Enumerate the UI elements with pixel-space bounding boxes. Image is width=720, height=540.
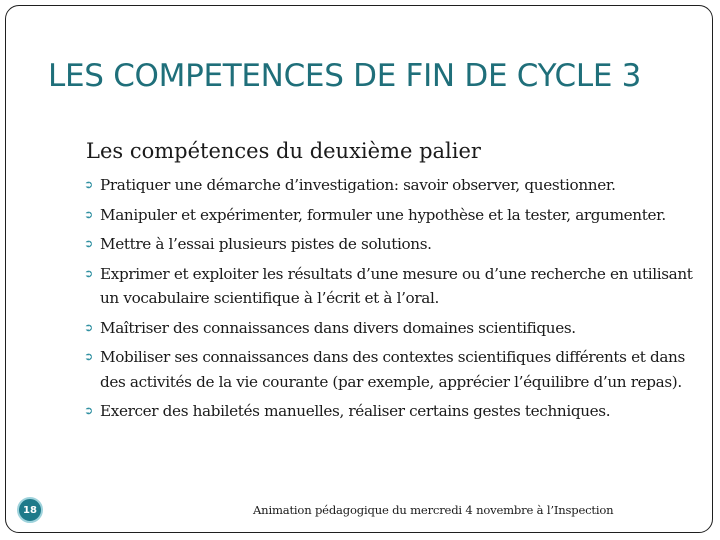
page-number-badge: 18 bbox=[17, 497, 43, 523]
curved-arrow-icon: ➲ bbox=[84, 350, 93, 363]
curved-arrow-icon: ➲ bbox=[84, 178, 93, 191]
bullet-item bbox=[84, 399, 694, 424]
bullet-text: Mettre à l’essai plusieurs pistes de solutions. bbox=[100, 235, 432, 253]
bullet-text: Exprimer et exploiter les résultats d’une mesure ou d’une recherche en utilisant un vocabulaire scientifique à l’écrit et à l’oral. bbox=[100, 264, 693, 307]
bullet-text: Mobiliser ses connaissances dans des contextes scientifiques différents et dans des activités de la vie courante (par exemple, apprécier l’équilibre d’un repas). bbox=[100, 348, 685, 391]
curved-arrow-icon: ➲ bbox=[84, 237, 93, 250]
curved-arrow-icon: ➲ bbox=[84, 207, 93, 221]
bullet-text: Manipuler et expérimenter, formuler une hypothèse et la tester, argumenter. bbox=[100, 205, 666, 224]
bullet-item bbox=[84, 232, 694, 257]
curved-arrow-icon: ➲ bbox=[84, 266, 93, 280]
slide-subtitle: Les compétences du deuxième palier bbox=[86, 139, 481, 163]
bullet-item bbox=[84, 345, 694, 394]
bullet-list bbox=[84, 173, 694, 429]
bullet-item bbox=[84, 262, 694, 311]
curved-arrow-icon: ➲ bbox=[84, 320, 93, 334]
curved-arrow-icon: ➲ bbox=[84, 404, 93, 417]
bullet-text: Pratiquer une démarche d’investigation: savoir observer, questionner. bbox=[100, 176, 616, 194]
bullet-item bbox=[84, 173, 694, 198]
bullet-item bbox=[84, 316, 694, 341]
slide-title: LES COMPETENCES DE FIN DE CYCLE 3 bbox=[48, 58, 642, 94]
bullet-text: Exercer des habiletés manuelles, réaliser certains gestes techniques. bbox=[100, 402, 611, 420]
footer-text: Animation pédagogique du mercredi 4 novembre à l’Inspection bbox=[253, 503, 614, 517]
bullet-item bbox=[84, 203, 694, 228]
bullet-text: Maîtriser des connaissances dans divers domaines scientifiques. bbox=[100, 318, 576, 337]
